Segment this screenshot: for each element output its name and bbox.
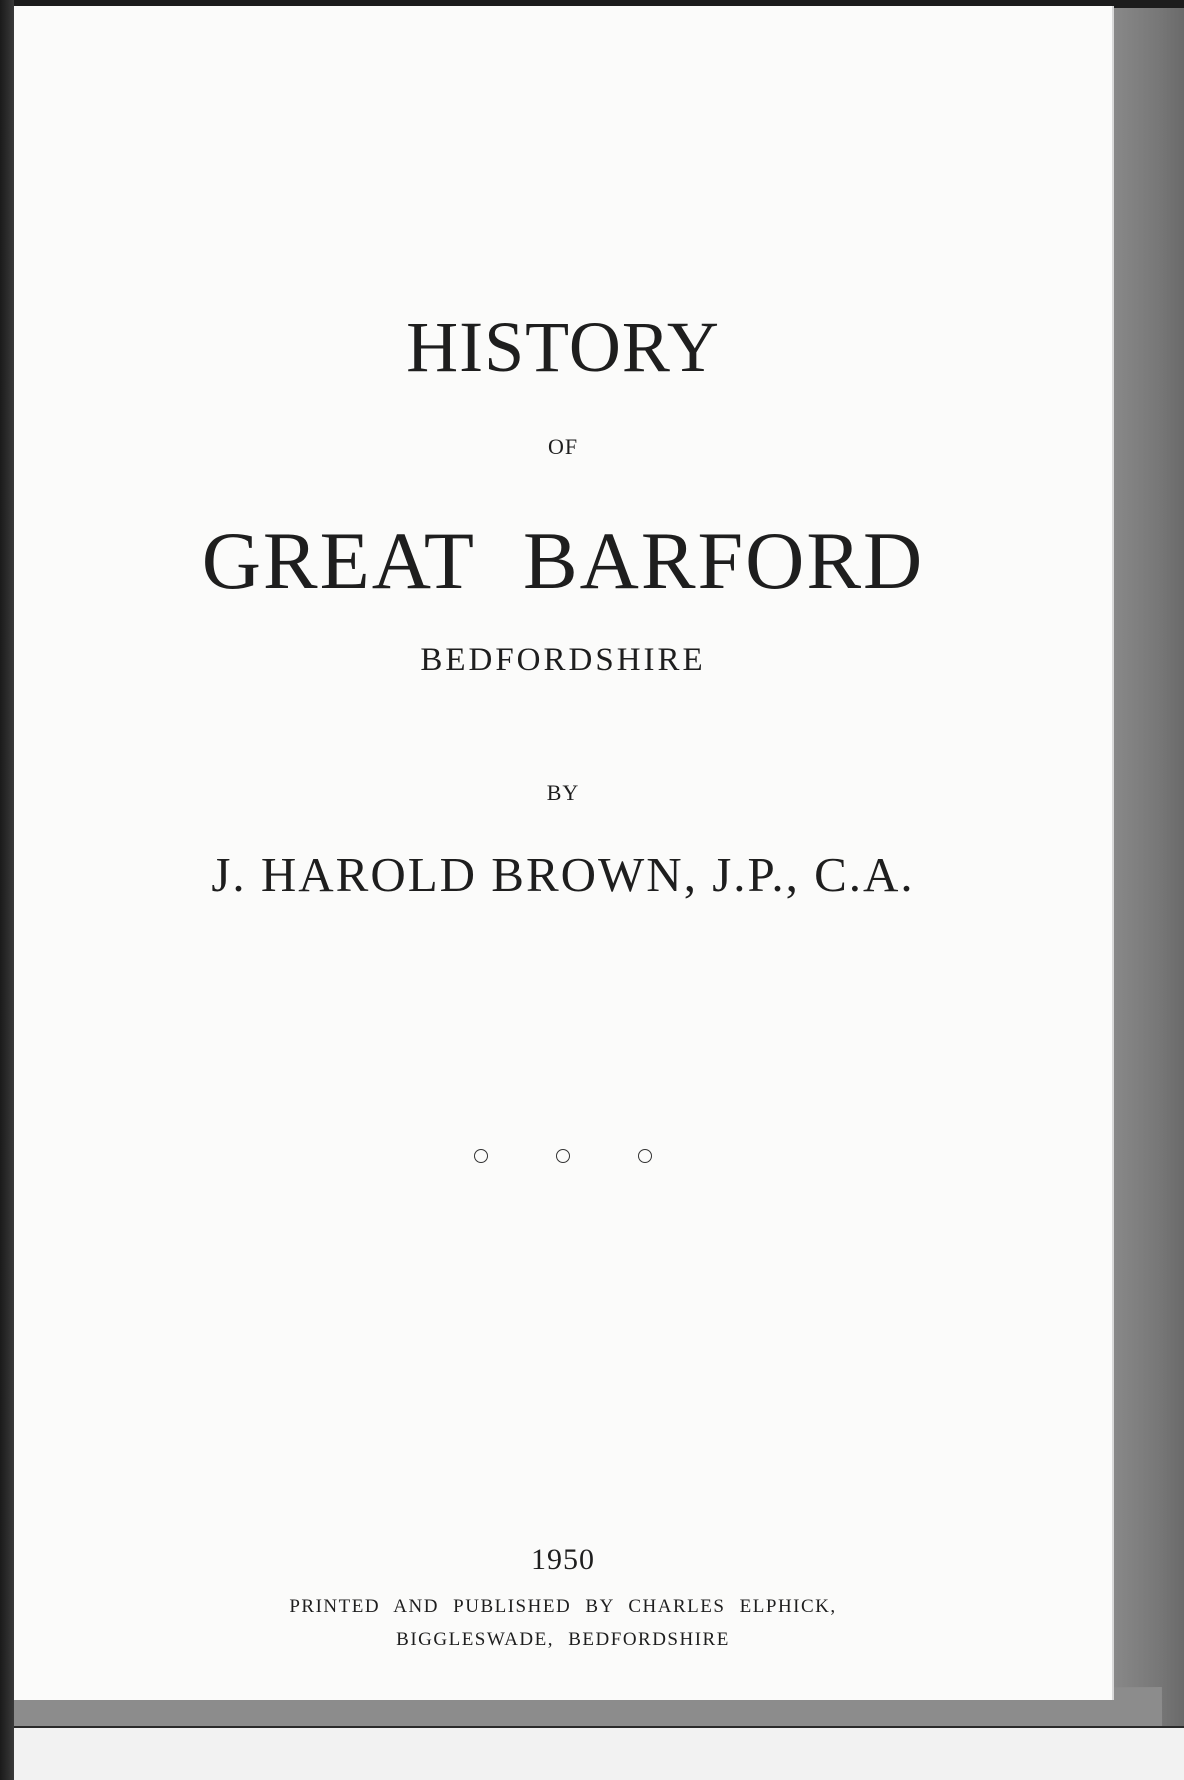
place-name: GREAT BARFORD: [201, 515, 925, 606]
county-name: BEDFORDSHIRE: [420, 642, 706, 678]
circle-icon: [638, 1149, 652, 1163]
author-name: J. HAROLD BROWN, J.P., C.A.: [211, 847, 915, 902]
by-line: BY: [546, 780, 580, 805]
circle-icon: [556, 1149, 570, 1163]
book-title: HISTORY: [406, 307, 720, 387]
title-page: [14, 6, 1112, 1700]
three-circles-ornament: [14, 1149, 1112, 1163]
circle-icon: [474, 1149, 488, 1163]
publication-year: 1950: [531, 1543, 595, 1576]
bottom-scan-strip: [0, 1728, 1184, 1780]
printer-location: BIGGLESWADE, BEDFORDSHIRE: [396, 1629, 730, 1650]
left-binding-shadow: [0, 0, 14, 1780]
title-connector: OF: [547, 434, 579, 459]
printer-line: PRINTED AND PUBLISHED BY CHARLES ELPHICK,: [289, 1596, 837, 1617]
